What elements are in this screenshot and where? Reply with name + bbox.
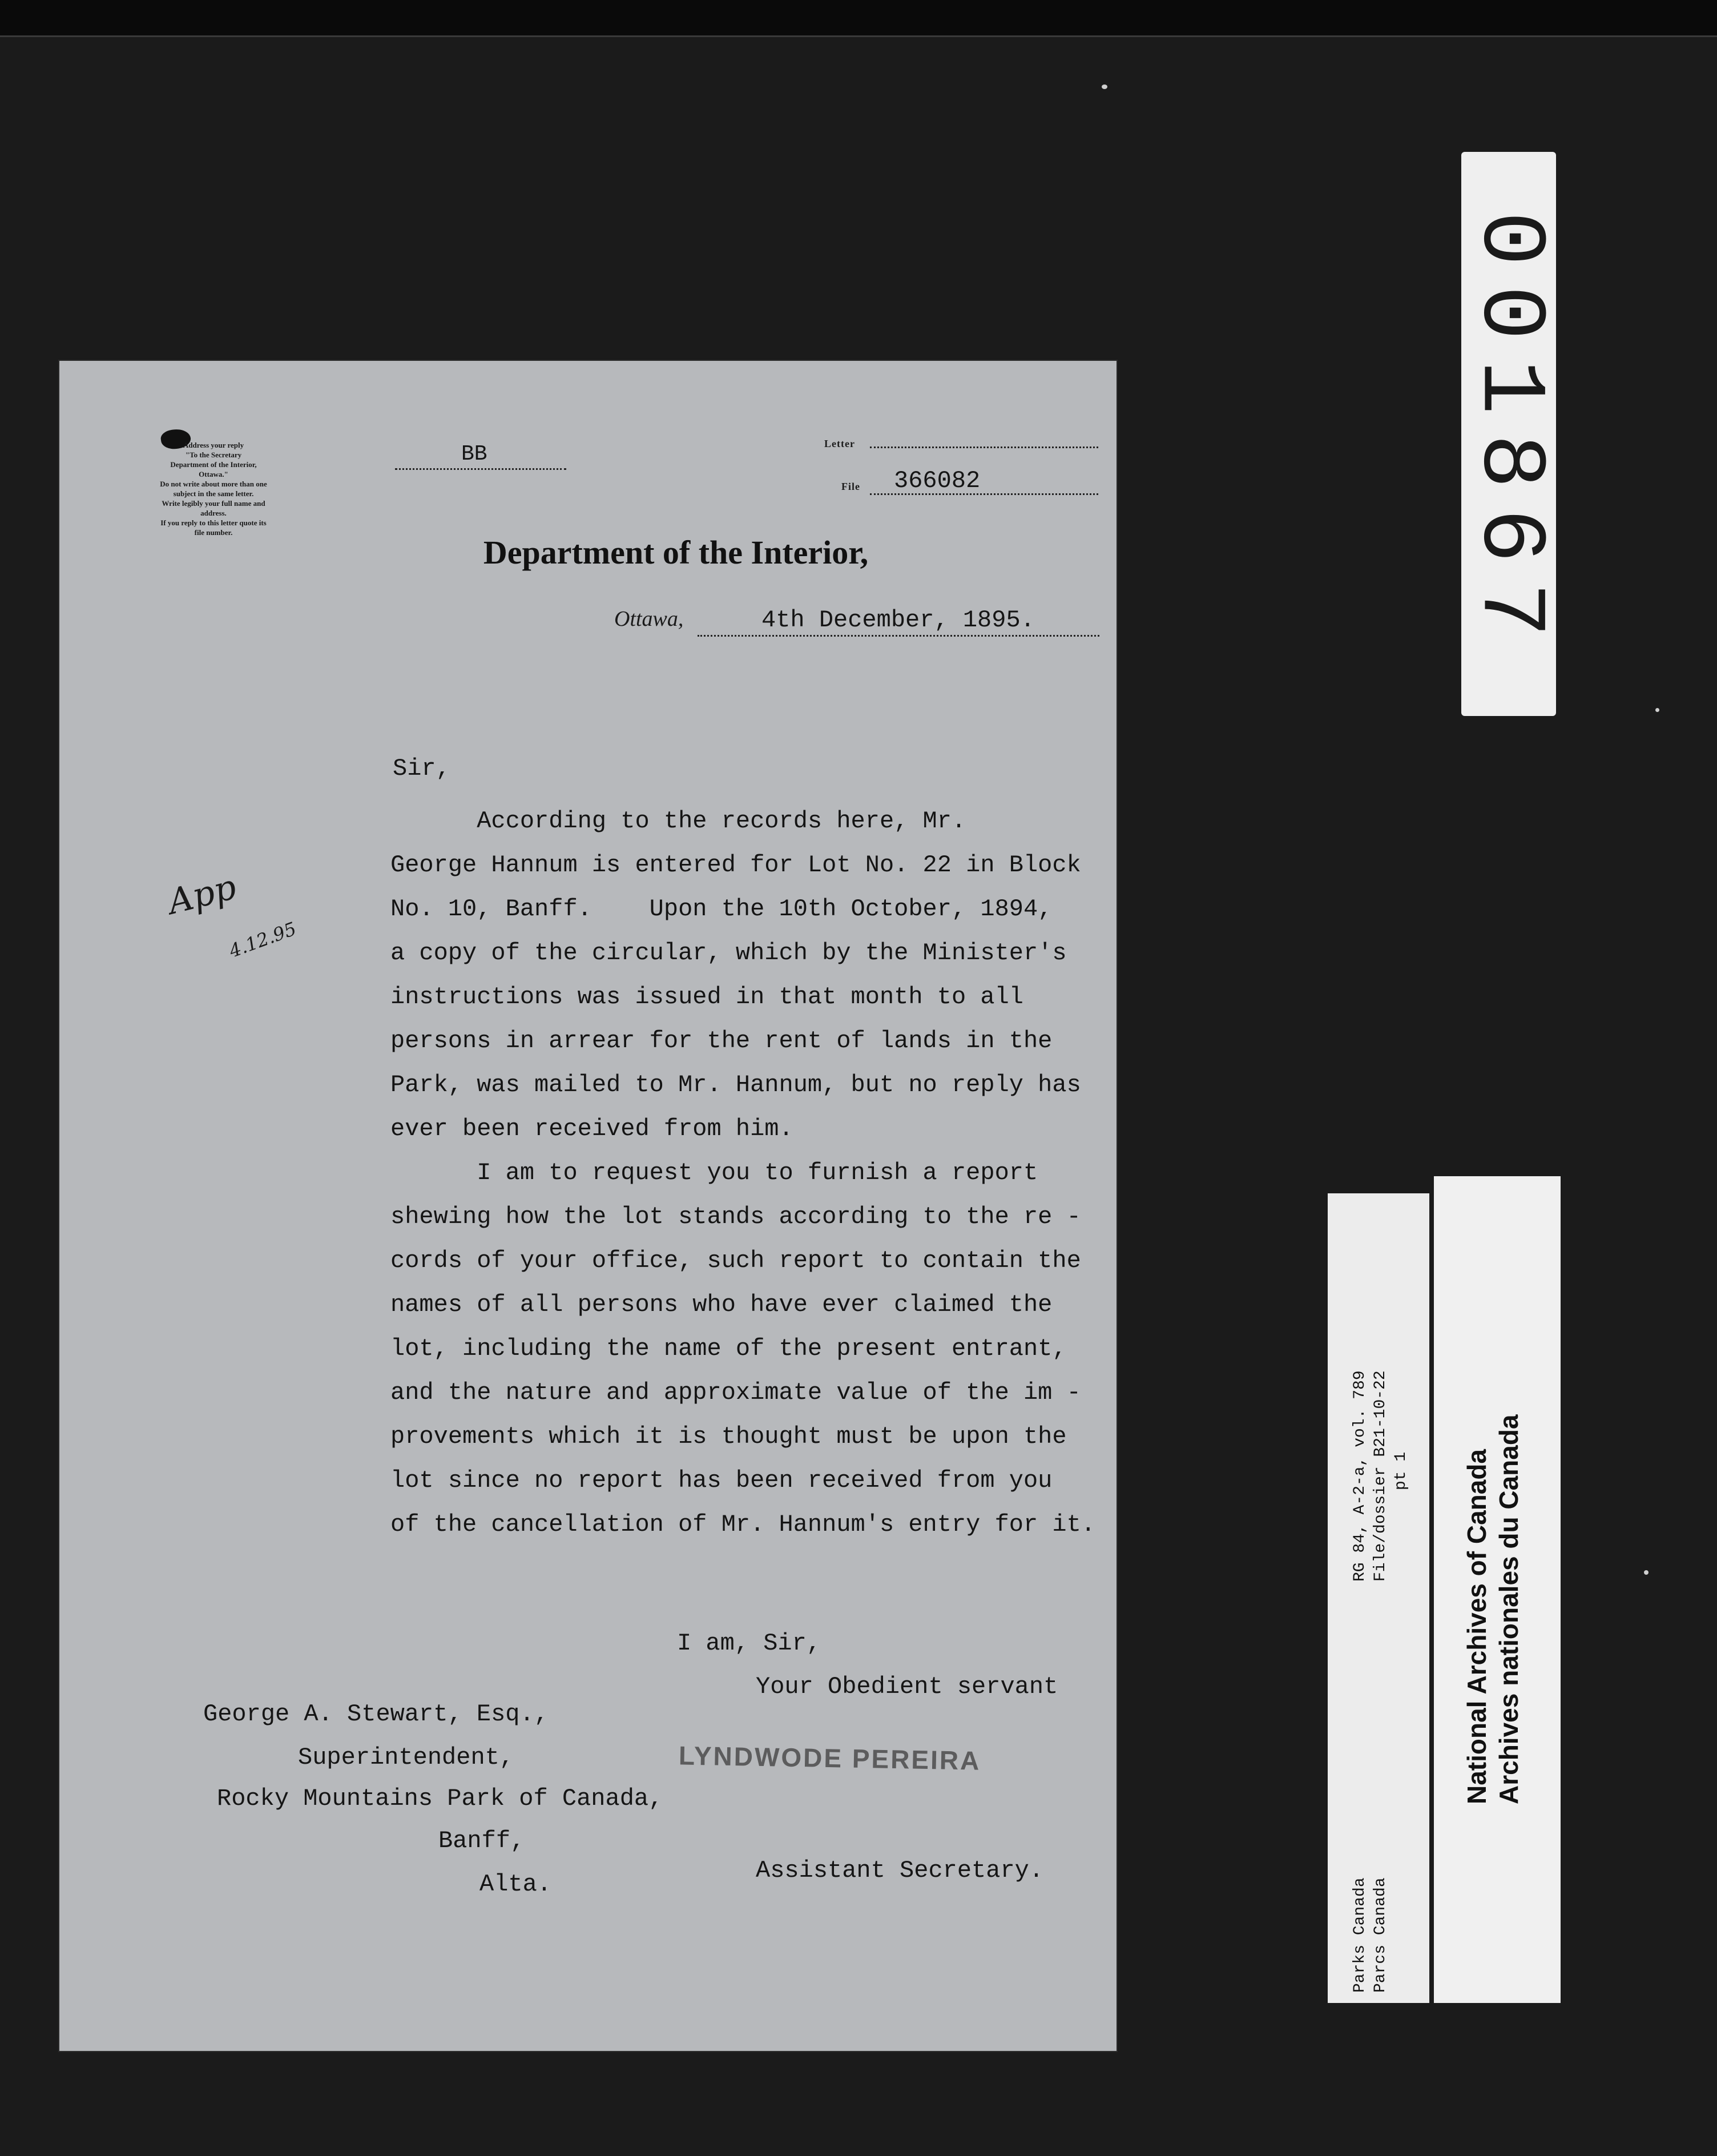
- signature-stamp: LYNDWODE PEREIRA: [678, 1740, 981, 1776]
- closing-line: I am, Sir,: [677, 1630, 821, 1657]
- body-line: and the nature and approximate value of the im -: [390, 1379, 1081, 1406]
- frame-number-strip: [1457, 152, 1561, 716]
- body-line: Park, was mailed to Mr. Hannum, but no reply has: [390, 1071, 1081, 1099]
- instruction-line: address.: [200, 509, 227, 517]
- letter-rule: [870, 447, 1098, 448]
- margin-initials: App: [164, 867, 240, 923]
- body-line: names of all persons who have ever claimed the: [390, 1291, 1053, 1318]
- agency-line: Parks Canada: [1351, 1877, 1369, 1993]
- body-line: lot, including the name of the present entrant,: [390, 1335, 1067, 1362]
- letter-body: [390, 799, 1096, 1547]
- addressee-line: Alta.: [479, 1871, 552, 1898]
- salutation: Sir,: [393, 755, 450, 782]
- file-label: File: [841, 481, 860, 492]
- body-line: No. 10, Banff. Upon the 10th October, 1894,: [390, 895, 1053, 923]
- film-top-band: [0, 0, 1717, 37]
- addressee-line: George A. Stewart, Esq.,: [203, 1700, 549, 1728]
- letter-label: Letter: [824, 438, 855, 449]
- reference-line: File/dossier B21-10-22: [1372, 1370, 1389, 1582]
- instruction-line: Department of the Interior,: [170, 460, 257, 469]
- typist-initials: BB: [461, 442, 487, 466]
- reference-tag: [1328, 1193, 1429, 2003]
- frame-number: 001867: [1457, 211, 1561, 657]
- instruction-line: Write legibly your full name and: [162, 499, 265, 508]
- instruction-line: Ottawa.": [199, 470, 228, 478]
- body-line: lot since no report has been received from you: [390, 1467, 1053, 1494]
- reply-instructions: [134, 441, 293, 538]
- addressee-line: Banff,: [438, 1827, 525, 1855]
- file-number: 366082: [894, 467, 981, 494]
- body-line: George Hannum is entered for Lot No. 22 in Block: [390, 851, 1081, 879]
- institution-line: Archives nationales du Canada: [1494, 1414, 1523, 1804]
- instruction-line: subject in the same letter.: [173, 489, 254, 498]
- instruction-line: Address your reply: [183, 441, 244, 449]
- instruction-line: If you reply to this letter quote its: [160, 518, 267, 527]
- body-line: of the cancellation of Mr. Hannum's entry for it.: [390, 1511, 1096, 1538]
- reference-line: pt 1: [1392, 1451, 1410, 1490]
- body-line: cords of your office, such report to contain the: [390, 1247, 1081, 1274]
- instruction-line: "To the Secretary: [185, 450, 242, 459]
- letter-page: [59, 361, 1117, 2051]
- date-rule: [698, 635, 1099, 637]
- initials-rule: [395, 468, 566, 470]
- letter-date: 4th December, 1895.: [761, 606, 1035, 634]
- body-line: persons in arrear for the rent of lands in the: [390, 1027, 1053, 1055]
- margin-date: 4.12.95: [226, 918, 299, 962]
- institution-line: National Archives of Canada: [1462, 1449, 1492, 1804]
- body-line: a copy of the circular, which by the Minister's: [390, 939, 1067, 967]
- addressee-line: Rocky Mountains Park of Canada,: [217, 1785, 663, 1812]
- addressee-line: Superintendent,: [298, 1744, 514, 1771]
- department-heading: Department of the Interior,: [483, 534, 869, 571]
- closing-line: Your Obedient servant: [756, 1673, 1058, 1700]
- instruction-line: file number.: [194, 528, 233, 537]
- signature-title: Assistant Secretary.: [756, 1857, 1044, 1884]
- body-line: I am to request you to furnish a report: [390, 1159, 1038, 1186]
- body-line: shewing how the lot stands according to the re -: [390, 1203, 1081, 1230]
- institution-tag: [1434, 1176, 1561, 2003]
- film-speck: [1644, 1570, 1649, 1575]
- film-speck: [1102, 85, 1107, 89]
- body-line: instructions was issued in that month to all: [390, 983, 1023, 1011]
- agency-line: Parcs Canada: [1372, 1877, 1389, 1993]
- instruction-line: Do not write about more than one: [160, 480, 267, 488]
- body-line: According to the records here, Mr.: [390, 807, 966, 835]
- place-label: Ottawa,: [614, 607, 684, 631]
- body-line: ever been received from him.: [390, 1115, 793, 1143]
- reference-line: RG 84, A-2-a, vol. 789: [1351, 1370, 1369, 1582]
- film-speck: [1655, 708, 1659, 712]
- body-line: provements which it is thought must be upon the: [390, 1423, 1067, 1450]
